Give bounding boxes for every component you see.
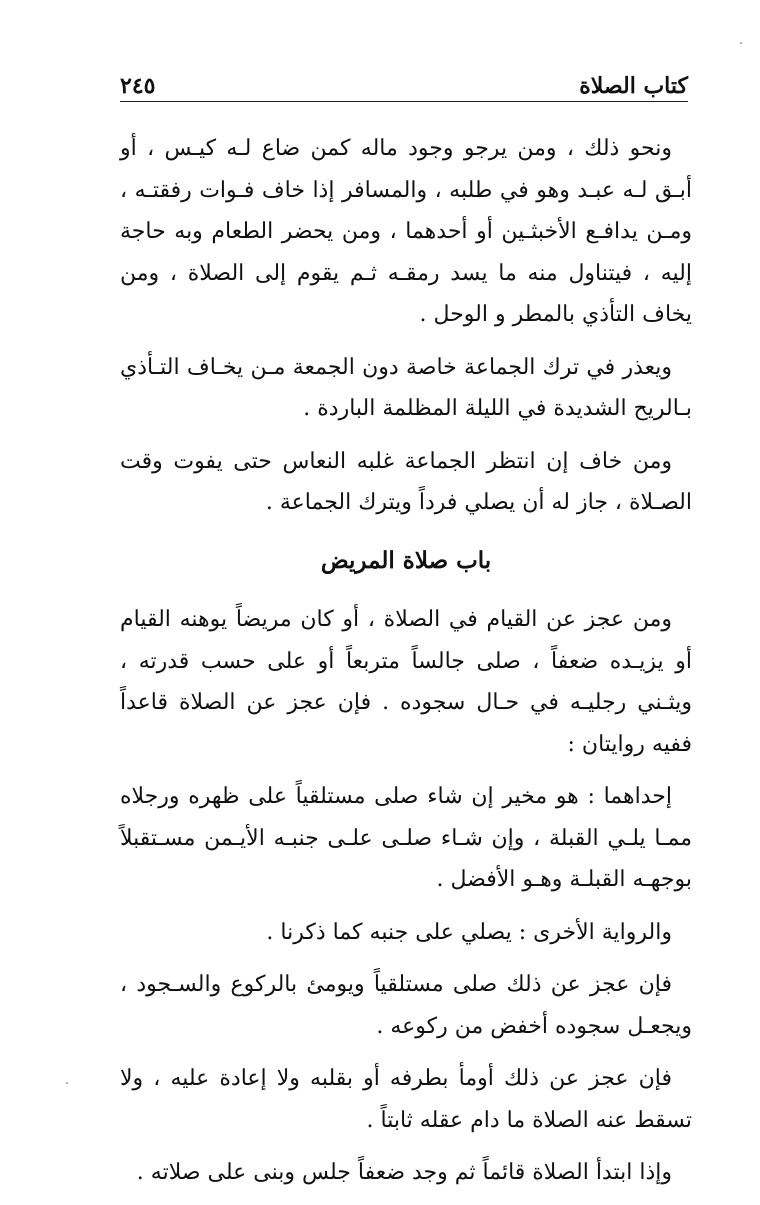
- paragraph: ومن عجز عن القيام في الصلاة ، أو كان مريضاً يوهنه القيام أو يزيـده ضعفاً ، صلى جالساً متربعاً أو على حسب قدرته ، ويثـني رجليـه في حـال سجوده . فإن عجز عن الصلاة قاعداً ففيه روايتان :: [120, 607, 692, 757]
- running-header: [120, 70, 688, 102]
- scan-speck: [740, 42, 742, 44]
- paragraph: ومن خاف إن انتظر الجماعة غلبه النعاس حتى يفوت وقت الصـلاة ، جاز له أن يصلي فرداً ويترك الجماعة .: [120, 448, 692, 515]
- paragraph: والرواية الأخرى : يصلي على جنبه كما ذكرنا .: [266, 919, 672, 945]
- paragraph: ويعذر في ترك الجماعة خاصة دون الجمعة مـن يخـاف التـأذي بـالريح الشديدة في الليلة المظلمة الباردة .: [120, 354, 692, 421]
- paragraph: فإن عجز عن ذلك صلى مستلقياً ويومئ بالركوع والسـجود ، ويجعـل سجوده أخفض من ركوعه .: [120, 972, 692, 1039]
- paragraph: ونحو ذلك ، ومن يرجو وجود ماله كمن ضاع لـه كيـس ، أو أبـق لـه عبـد وهو في طلبه ، والمسافر إذا خاف فـوات رفقتـه ، ومـن يدافـع الأخبثـين أو أحدهما ، ومن يحضر الطعام وبه حاجة إليه ، فيتناول منه ما يسد رمقـه ثـم يقوم إلى الصلاة ، ومن يخاف التأذي بالمطر و الوحل .: [120, 136, 692, 327]
- section-heading: باب صلاة المريض: [320, 546, 492, 574]
- paragraph: وإذا ابتدأ الصلاة قائماً ثم وجد ضعفاً جلس وبنى على صلاته .: [136, 1160, 672, 1185]
- paragraph: إحداهما : هو مخير إن شاء صلى مستلقياً على ظهره ورجلاه ممـا يلـي القبلة ، وإن شـاء صلـى علـى جنبـه الأيـمن مسـتقبلاً بوجهـه القبلـة وهـو الأفضل .: [120, 784, 692, 892]
- text-body: [120, 128, 692, 1205]
- book-title: كتاب الصلاة: [579, 73, 688, 99]
- page-number: ٢٤٥: [120, 73, 156, 99]
- scan-speck: [66, 1082, 68, 1084]
- paragraph: فإن عجز عن ذلك أومأ بطرفه أو بقلبه ولا إعادة عليه ، ولا تسقط عنه الصلاة ما دام عقله ثابتاً .: [120, 1066, 692, 1133]
